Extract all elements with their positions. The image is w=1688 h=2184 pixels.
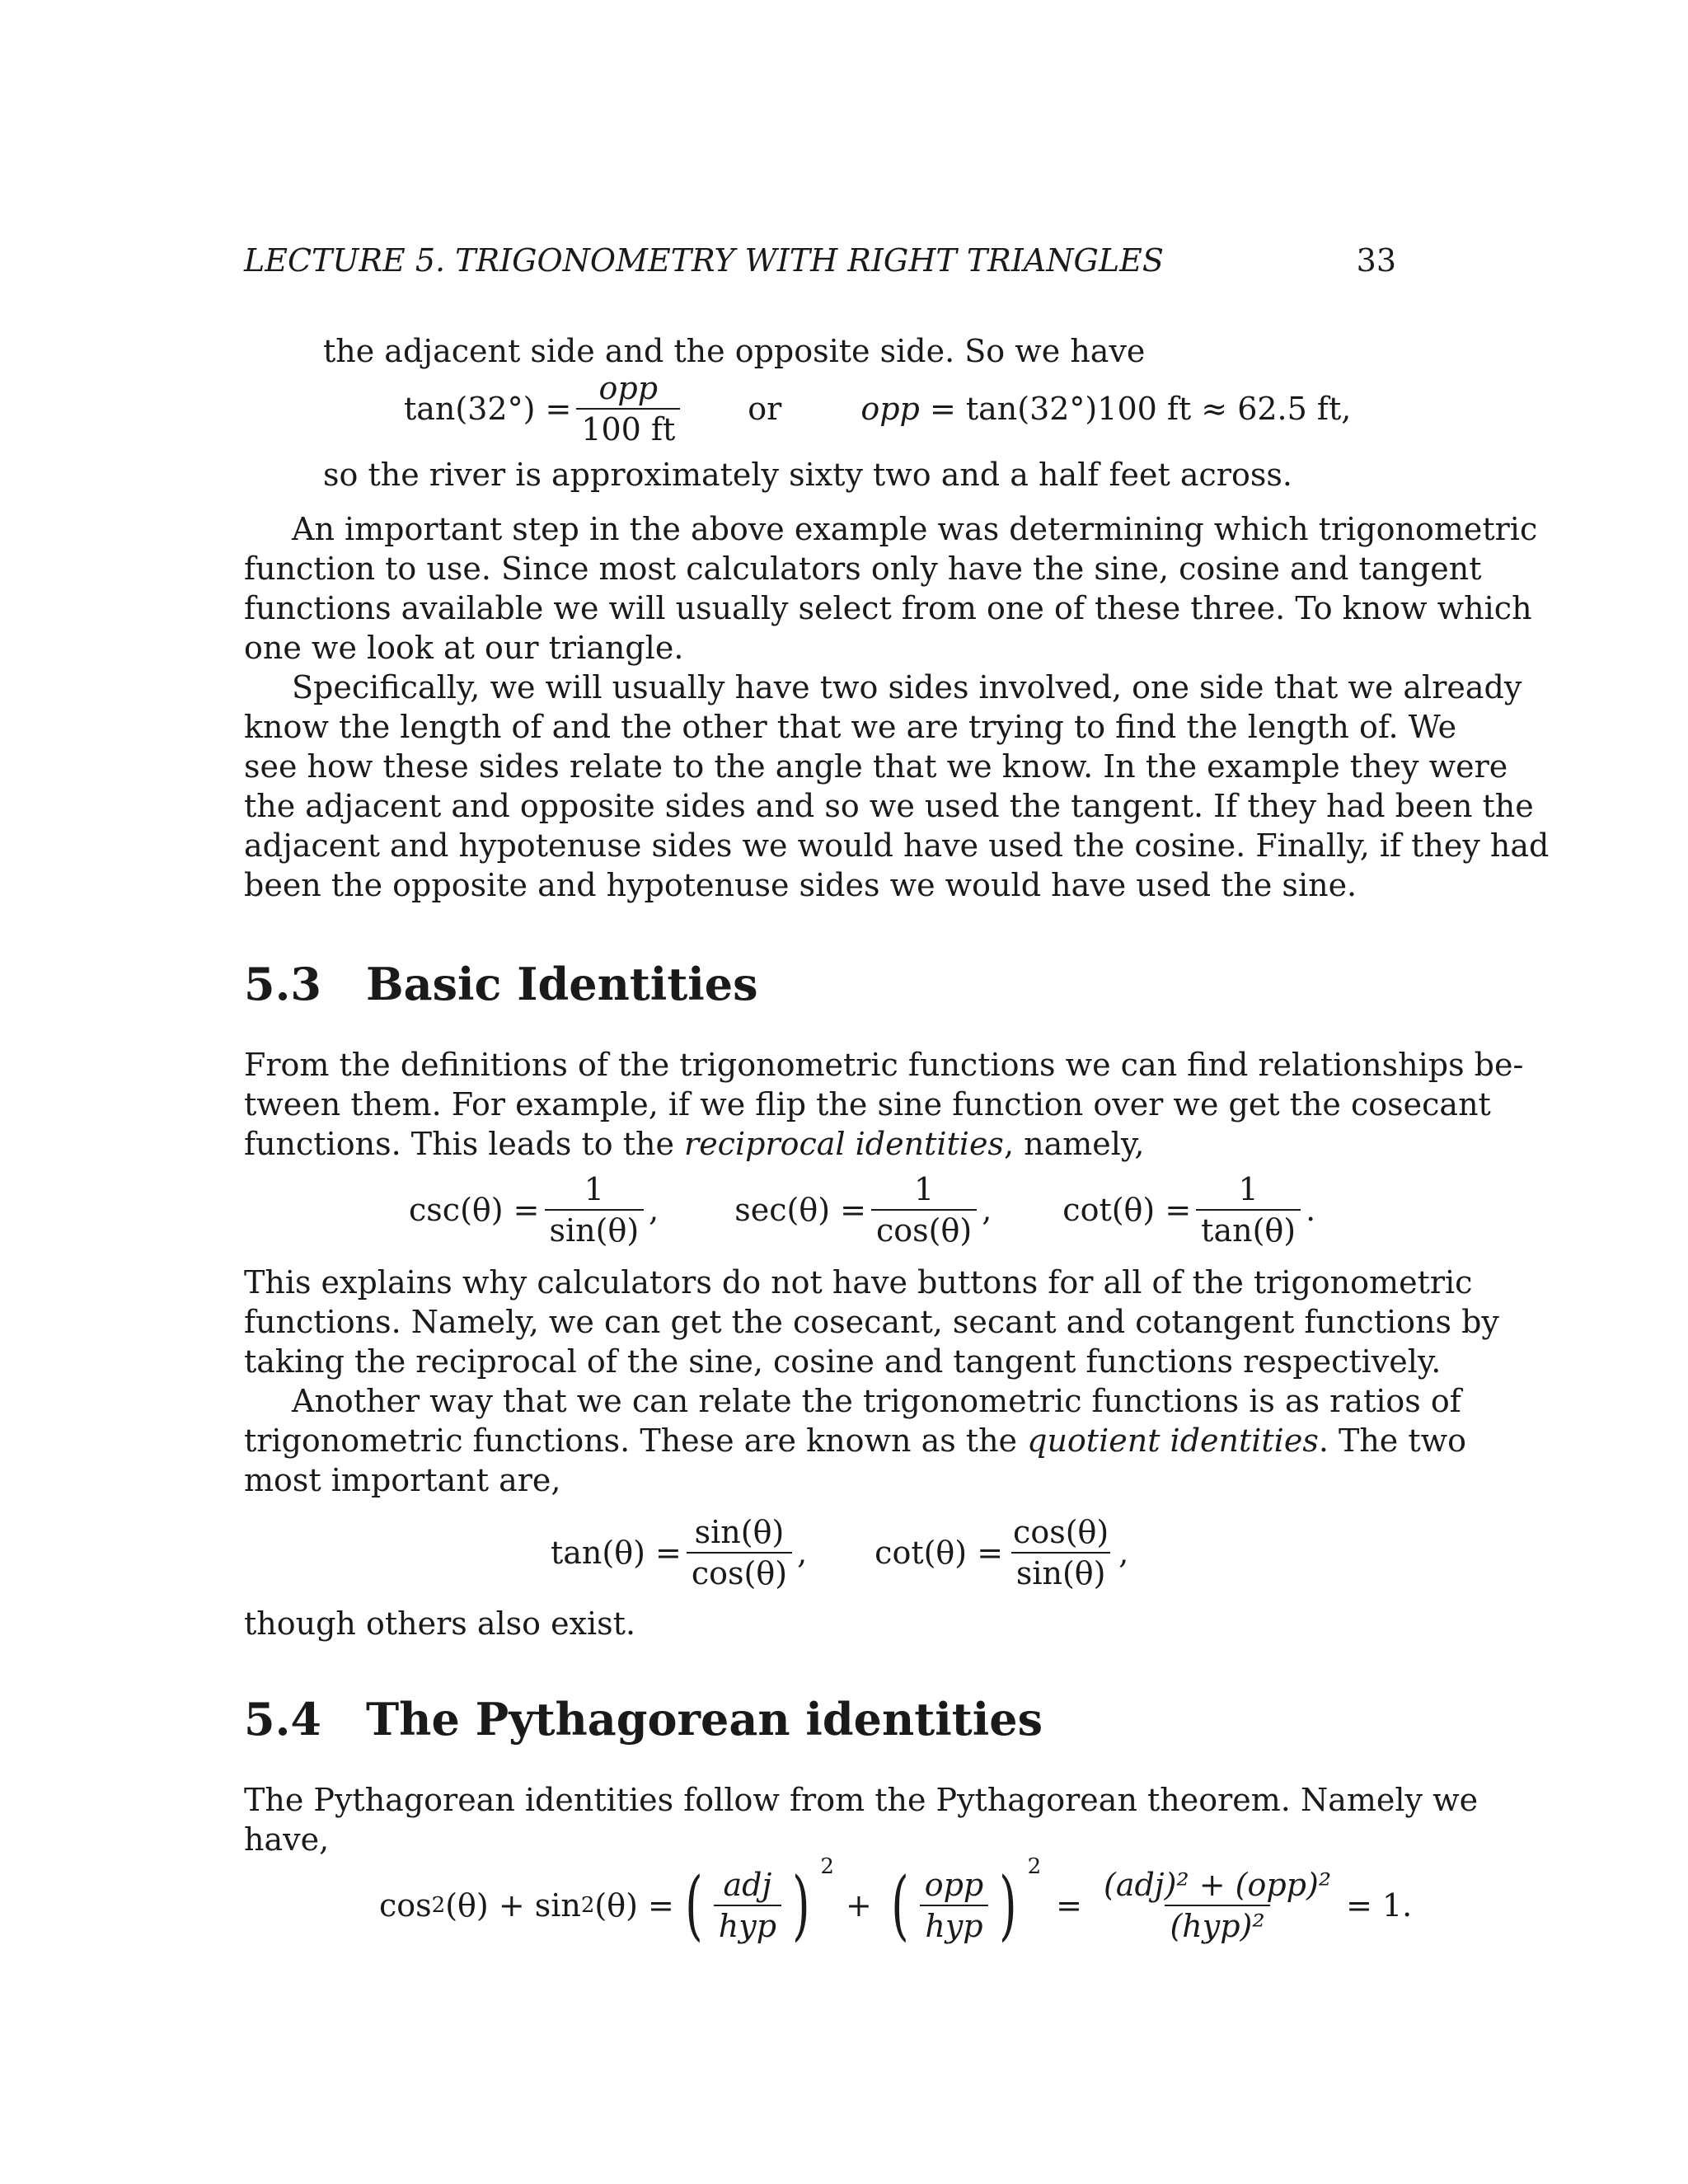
- paragraph-reciprocal-intro: From the definitions of the trigonometric functions we can find relationships be- tween them. For example, if we flip the sine function over we get the cosecant functions. This leads to the reciprocal identities, namely,: [244, 1047, 1524, 1162]
- example-conclusion: so the river is approximately sixty two and a half feet across.: [323, 457, 1292, 493]
- paragraph-function-choice: An important step in the above example was determining which trigonometric function to use. Since most calculators only have the sine, cosine and tangent functions available we will usually select from one of these three. To know which one we look at our triangle.: [244, 511, 1538, 666]
- cot-quotient-fraction: $\frac{\cos(\theta)}{\sin(\theta)}$: [1008, 1515, 1114, 1591]
- cot-fraction: $\frac{1}{\tan(\theta)}$: [1196, 1172, 1301, 1248]
- page-number: 33: [1356, 242, 1396, 279]
- paragraph-others-exist: though others also exist.: [244, 1605, 636, 1642]
- sec-fraction: $\frac{1}{\cos(\theta)}$: [871, 1172, 977, 1248]
- section-heading-pythagorean-identities: 5.4 The Pythagorean identities: [244, 1693, 1043, 1746]
- opp-over-hyp-squared: ( $\frac{\text{opp}}{\text{hyp}}$ ) 2: [890, 1854, 1042, 1949]
- tan-quotient-fraction: $\frac{\sin(\theta)}{\cos(\theta)}$: [687, 1515, 792, 1591]
- reciprocal-identities: csc(θ) = $\frac{1}{\sin(\theta)}$ , sec(θ) = $\frac{1}{\cos(\theta)}$ , cot(θ) = $\frac{1}{\tan(\theta)}$ .: [409, 1171, 1316, 1249]
- paragraph-sides: Specifically, we will usually have two sides involved, one side that we already know the length of and the other that we are trying to find the length of. We see how these sides relate to the angle that we know. In the example they were the adjacent and opposite sides and so we used the tangent. If they had been the adjacent and hypotenuse sides we would have used the cosine. Finally, if they had been the opposite and hypotenuse sides we would have used the sine.: [244, 669, 1550, 903]
- paragraph-calculators: This explains why calculators do not have buttons for all of the trigonometric functions. Namely, we can get the cosecant, secant and cotangent functions by taking the reciprocal of the sine, cosine and tangent functions respectively.: [244, 1264, 1499, 1380]
- example-intro: the adjacent side and the opposite side. So we have: [323, 333, 1146, 369]
- quotient-identities: tan(θ) = $\frac{\sin(\theta)}{\cos(\theta)}$ , cot(θ) = $\frac{\cos(\theta)}{\sin(\theta)}$ ,: [551, 1514, 1129, 1591]
- sum-of-squares-fraction: $\frac{\text{(adj)² + (opp)²}}{\text{(hyp)²}}$: [1104, 1867, 1332, 1944]
- tan-equation: tan(32°) = $\frac{\text{opp}}{100 ft}$ or opp = tan(32°)100 ft ≈ 62.5 ft,: [404, 370, 1352, 448]
- paragraph-pythagorean-intro: The Pythagorean identities follow from the Pythagorean theorem. Namely we have,: [244, 1782, 1479, 1858]
- running-header: LECTURE 5. TRIGONOMETRY WITH RIGHT TRIANGLES: [244, 242, 1164, 279]
- pythagorean-identity-derivation: cos 2 (θ) + sin 2 (θ) = ( $\frac{\text{adj}}{\text{hyp}}$ ) 2 + ( $\frac{\text{opp}}{\text{hyp}}$ ) 2 = $\frac{\text{(adj)² + (opp)²}}{\text{(hyp)²}}$ = 1.: [379, 1854, 1413, 1949]
- adj-over-hyp-squared: ( $\frac{\text{adj}}{\text{hyp}}$ ) 2: [685, 1854, 834, 1949]
- paragraph-quotient-intro: Another way that we can relate the trigonometric functions is as ratios of trigonometric functions. These are known as the quotient identities. The two most important are,: [244, 1383, 1467, 1498]
- opp-over-100ft: $\frac{\text{opp}}{100 ft}$: [576, 371, 680, 447]
- csc-fraction: $\frac{1}{\sin(\theta)}$: [545, 1172, 645, 1248]
- section-heading-basic-identities: 5.3 Basic Identities: [244, 958, 758, 1010]
